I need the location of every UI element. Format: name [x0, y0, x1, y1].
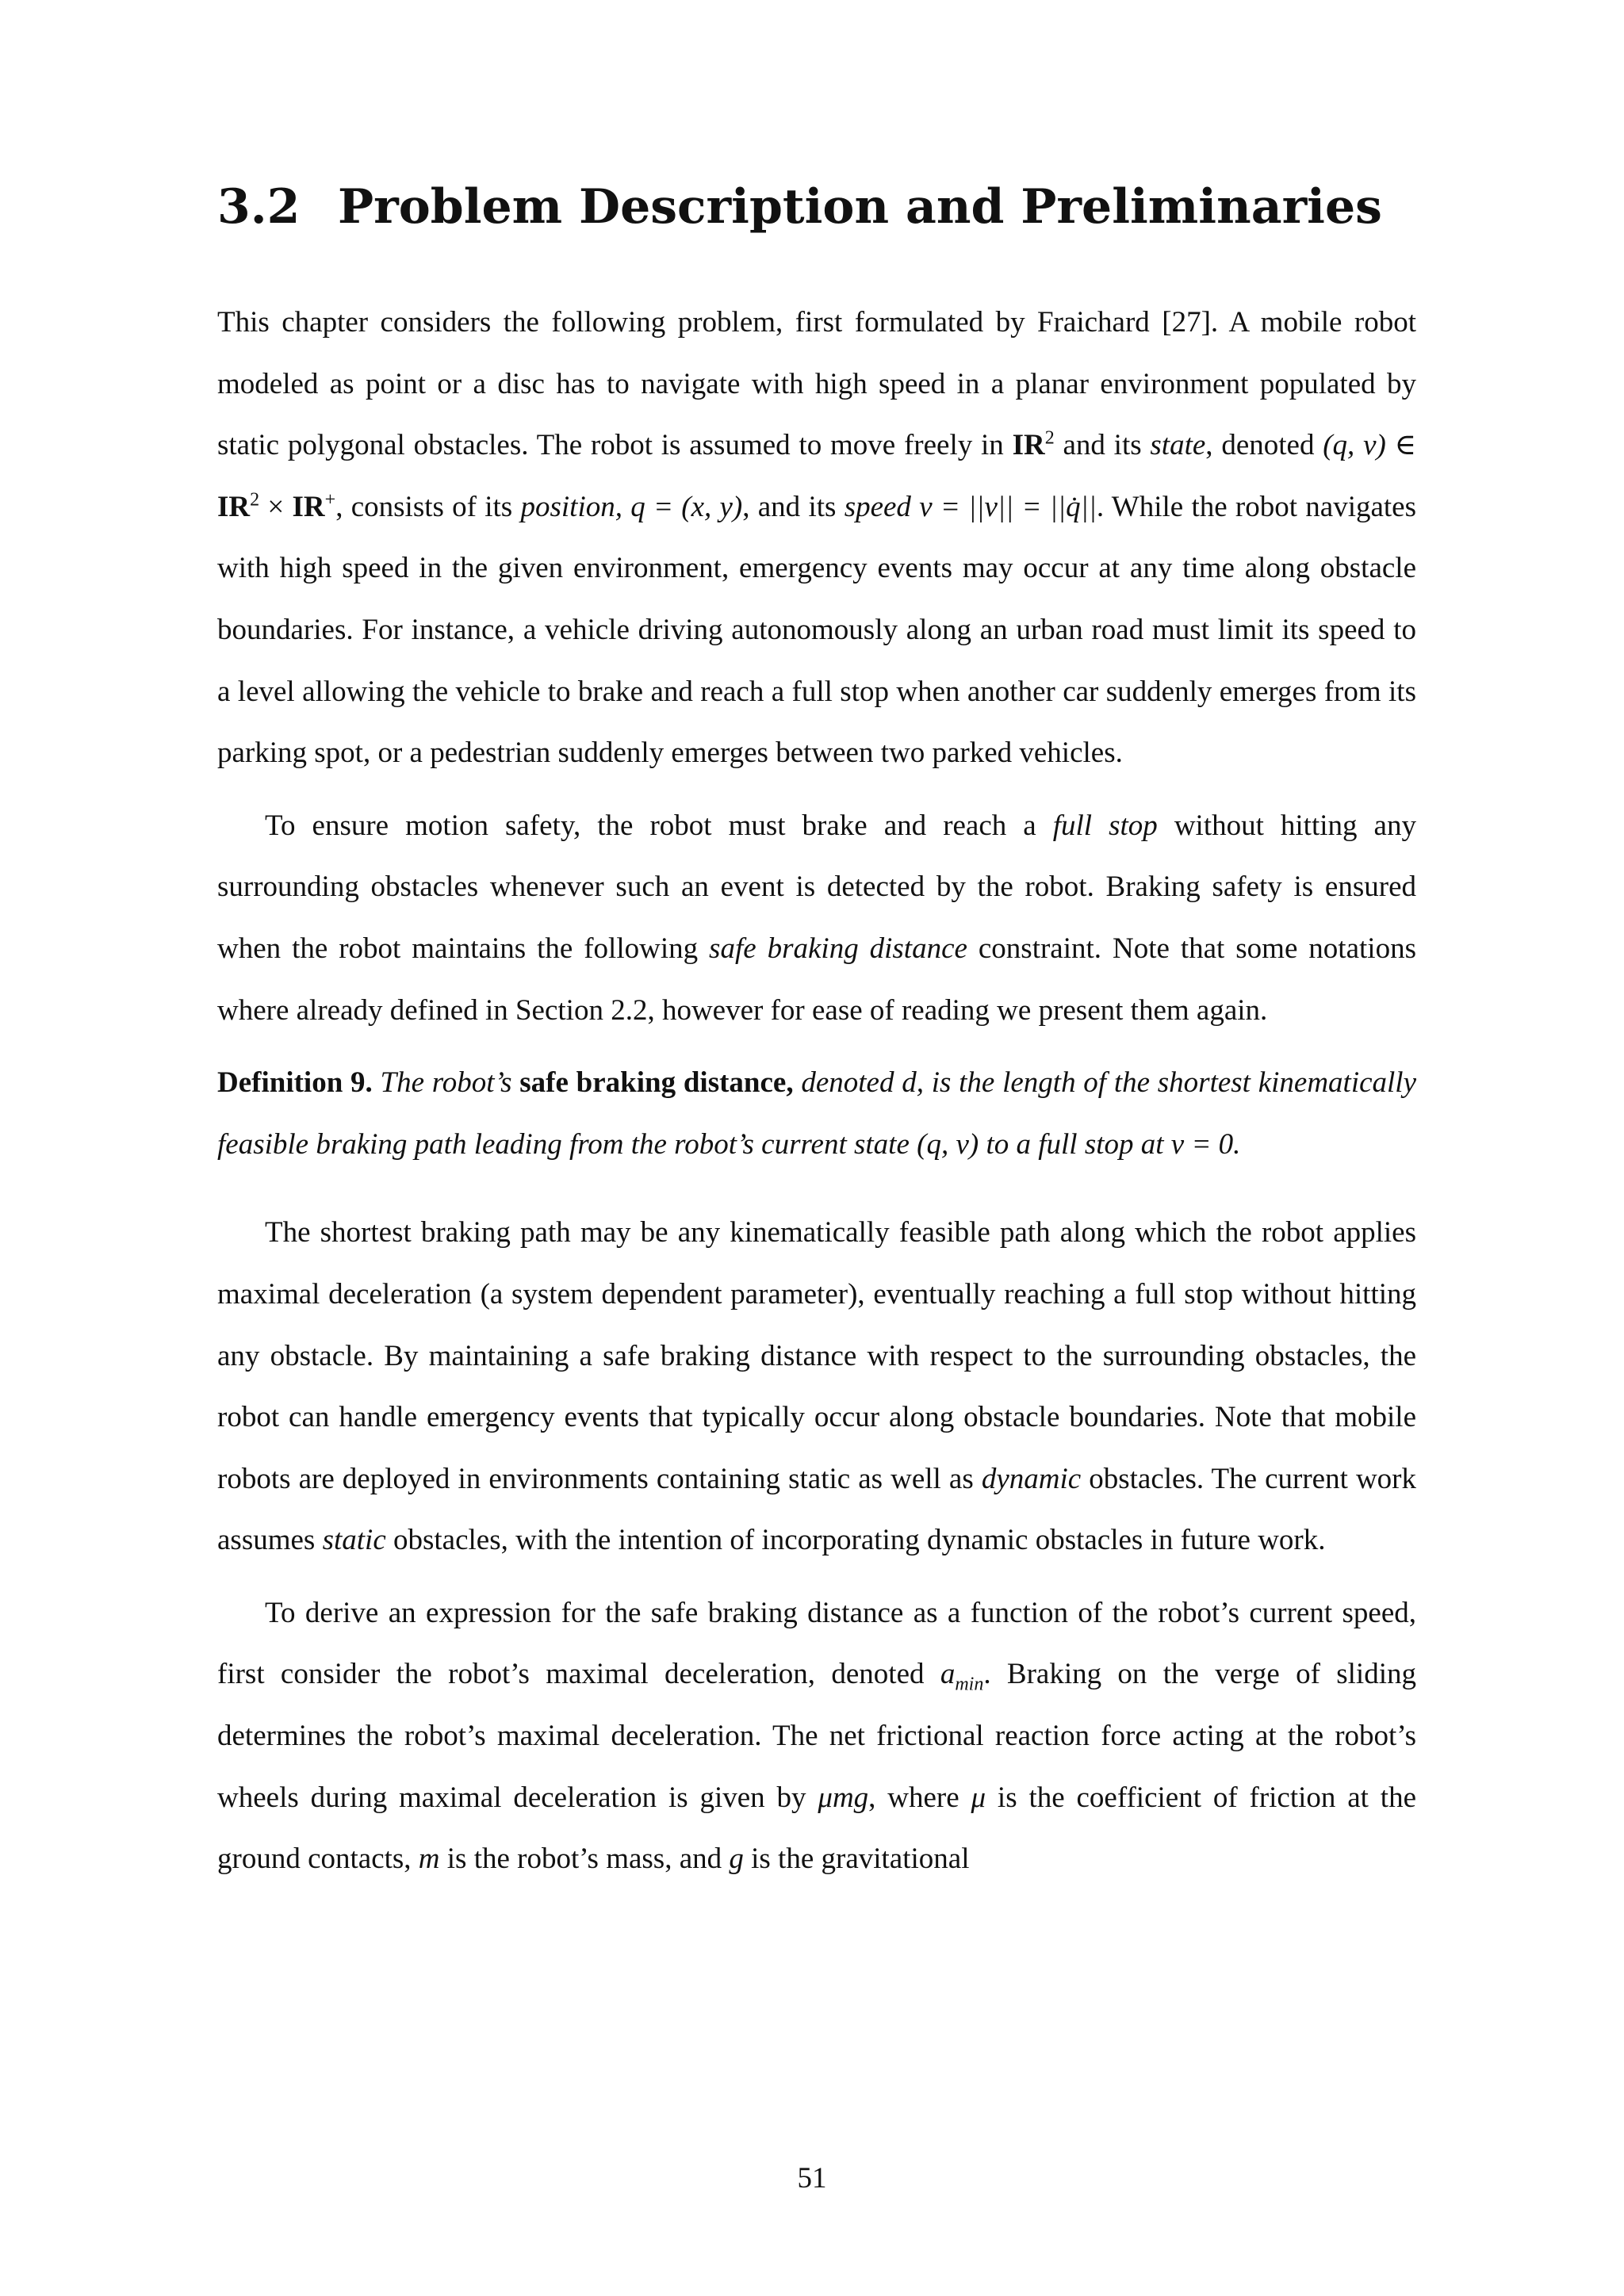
text-run: , consists of its: [335, 490, 521, 523]
text-run: This chapter considers the following problem, first formulated by Fraichard [27]. A mobile robot modeled as point or a disc has to navigate with high speed in a planar environment populated by static polygonal obstacles. The robot is assumed to move freely in: [217, 306, 1416, 462]
math-friction-force: μmg: [818, 1781, 869, 1814]
emphasis-position: position,: [520, 490, 622, 523]
text-run: without hitting any surrounding obstacles whenever such an event is detected by the robot. Braking safety is ensured when the robot maintains the following: [217, 809, 1416, 965]
section-title: Problem Description and Preliminaries: [338, 179, 1382, 235]
definition-9: [217, 1052, 1416, 1175]
math-gravity: g: [729, 1843, 744, 1876]
text-run: obstacles, with the intention of incorporating dynamic obstacles in future work.: [385, 1524, 1326, 1557]
math-position: q = (x, y): [630, 490, 743, 523]
text-run: , denoted: [1205, 429, 1323, 462]
body-text: [217, 292, 1416, 1890]
text-run: to a full stop at: [979, 1127, 1171, 1161]
math-amin: [940, 1658, 984, 1695]
real-numbers-symbol: IR: [217, 490, 251, 523]
emphasis-dynamic: dynamic: [981, 1462, 1082, 1495]
real-numbers-symbol: IR: [1012, 429, 1045, 462]
text-run: is the coefficient of friction at the ground contacts,: [217, 1781, 1416, 1876]
section-number: 3.2: [217, 179, 301, 235]
text-run: and its: [1054, 429, 1151, 462]
paragraph-problem-statement: [217, 292, 1416, 784]
definition-term: safe braking distance,: [519, 1066, 794, 1100]
text-run: To derive an expression for the safe braking distance as a function of the robot’s current speed, first consider the robot’s maximal deceleration, denoted: [217, 1596, 1416, 1691]
math-state: (q, ν): [917, 1127, 979, 1161]
section-heading: [217, 181, 1423, 233]
math-mass: m: [418, 1843, 440, 1876]
text-run: is the robot’s mass, and: [439, 1843, 730, 1876]
subscript: min: [955, 1674, 984, 1695]
text-run: ∈: [1385, 429, 1416, 462]
math-zero-speed: ν = 0: [1170, 1127, 1234, 1161]
math-symbol: a: [940, 1658, 956, 1691]
math-speed: ν = ||v|| = ||q̇||: [919, 490, 1097, 523]
text-run: .: [1233, 1127, 1241, 1161]
text-run: . Braking on the verge of sliding determines the robot’s maximal deceleration. The net frictional reaction force acting at the robot’s wheels during maximal deceleration is given by: [217, 1658, 1416, 1814]
emphasis-safe-braking-distance: safe braking distance: [709, 932, 967, 965]
text-run: . While the robot navigates with high speed in the given environment, emergency events may occur at any time along obstacle boundaries. For instance, a vehicle driving autonomously along an urban road must limit its speed to a level allowing the vehicle to brake and reach a full stop when another car suddenly emerges from its parking spot, or a pedestrian suddenly emerges between two parked vehicles.: [217, 490, 1416, 770]
text-run: The robot’s: [372, 1066, 520, 1100]
superscript: +: [324, 489, 336, 511]
superscript: 2: [1044, 427, 1055, 449]
definition-label: Definition 9.: [217, 1066, 373, 1100]
superscript: 2: [250, 489, 260, 511]
emphasis-full-stop: full stop: [1052, 809, 1158, 842]
paragraph-shortest-braking-path: [217, 1202, 1416, 1571]
paragraph-motion-safety: [217, 795, 1416, 1041]
emphasis-state: state: [1150, 429, 1206, 462]
page-number: 51: [797, 2162, 827, 2195]
text-run: denoted d, is the length of the shortest kinematically feasible braking path leading from the robot’s current state: [217, 1066, 1417, 1161]
paragraph-deceleration: [217, 1582, 1416, 1890]
emphasis-static: static: [322, 1524, 386, 1557]
text-run: [622, 491, 630, 523]
text-run: obstacles. The current work assumes: [217, 1462, 1416, 1557]
emphasis-speed: speed: [844, 490, 911, 523]
text-run: , where: [868, 1781, 971, 1814]
text-run: [911, 491, 919, 523]
math-state: (q, ν): [1323, 429, 1386, 462]
math-mu: μ: [971, 1781, 986, 1814]
real-numbers-symbol: IR: [292, 490, 325, 523]
text-run: The shortest braking path may be any kinematically feasible path along which the robot applies maximal deceleration (a system dependent parameter), eventually reaching a full stop without hitting any obstacle. By maintaining a safe braking distance with respect to the surrounding obstacles, the robot can handle emergency events that typically occur along obstacle boundaries. Note that mobile robots are deployed in environments containing static as well as: [217, 1216, 1416, 1495]
text-run: , and its: [742, 490, 845, 523]
text-run: ×: [259, 490, 293, 523]
text-run: To ensure motion safety, the robot must brake and reach a: [265, 809, 1053, 842]
text-run: is the gravitational: [743, 1843, 970, 1876]
text-run: constraint. Note that some notations where already defined in Section 2.2, however for ease of reading we present them again.: [217, 932, 1416, 1027]
